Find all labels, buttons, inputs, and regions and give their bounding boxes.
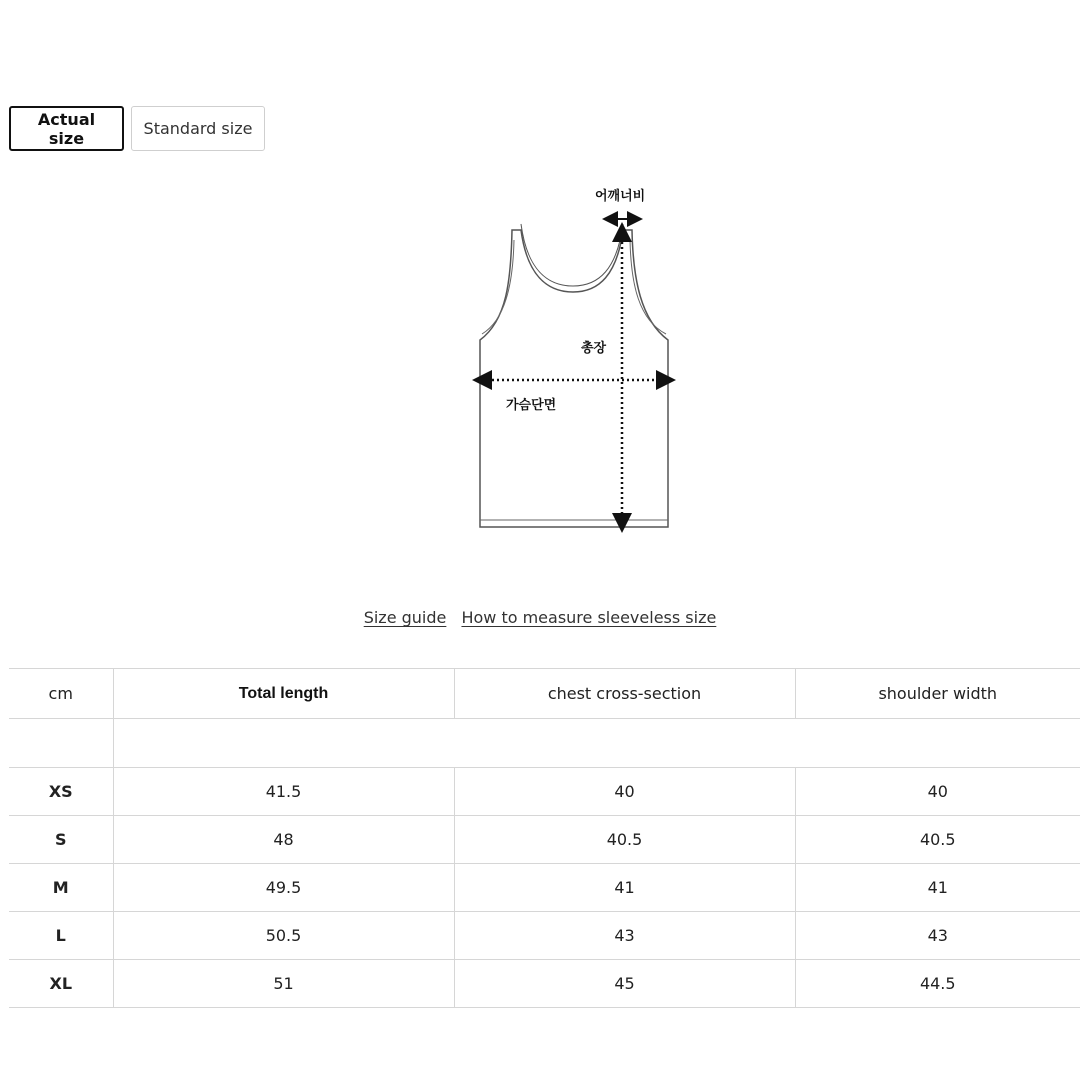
header-shoulder: shoulder width: [795, 669, 1080, 719]
size-guide-link[interactable]: Size guide: [363, 608, 447, 627]
chest-cell: 45: [454, 960, 795, 1008]
chest-cell: 41: [454, 864, 795, 912]
shoulder-cell: 43: [795, 912, 1080, 960]
shoulder-cell: 44.5: [795, 960, 1080, 1008]
chest-cell: 40: [454, 768, 795, 816]
total-length-cell: 48: [113, 816, 454, 864]
size-table: [9, 668, 1080, 1008]
table-row: [9, 768, 1080, 816]
shoulder-cell: 41: [795, 864, 1080, 912]
tank-top-illustration: [465, 180, 685, 540]
table-row: [9, 960, 1080, 1008]
table-row: [9, 816, 1080, 864]
table-row: [9, 912, 1080, 960]
blank-cell: [113, 719, 1080, 768]
table-row: [9, 864, 1080, 912]
size-toggle-group: [9, 106, 265, 151]
shoulder-cell: 40: [795, 768, 1080, 816]
size-cell: S: [9, 816, 113, 864]
total-length-label: 총장: [581, 341, 607, 356]
chest-cell: 40.5: [454, 816, 795, 864]
size-cell: L: [9, 912, 113, 960]
actual-size-button[interactable]: Actual size: [9, 106, 124, 151]
header-chest: chest cross-section: [454, 669, 795, 719]
shoulder-cell: 40.5: [795, 816, 1080, 864]
size-cell: XS: [9, 768, 113, 816]
tank-top-measurement-diagram: [465, 180, 685, 540]
shoulder-width-label: 어깨너비: [595, 189, 646, 204]
table-blank-row: [9, 719, 1080, 768]
table-header-row: [9, 669, 1080, 719]
standard-size-button[interactable]: Standard size: [131, 106, 265, 151]
total-length-cell: 51: [113, 960, 454, 1008]
how-to-measure-link[interactable]: How to measure sleeveless size: [461, 608, 717, 627]
blank-cell: [9, 719, 113, 768]
total-length-cell: 50.5: [113, 912, 454, 960]
total-length-cell: 49.5: [113, 864, 454, 912]
header-total-length: Total length: [113, 669, 454, 719]
chest-cell: 43: [454, 912, 795, 960]
size-cell: M: [9, 864, 113, 912]
size-cell: XL: [9, 960, 113, 1008]
total-length-cell: 41.5: [113, 768, 454, 816]
header-unit: cm: [9, 669, 113, 719]
chest-label: 가슴단면: [506, 398, 557, 413]
measurement-links: [0, 608, 1080, 627]
